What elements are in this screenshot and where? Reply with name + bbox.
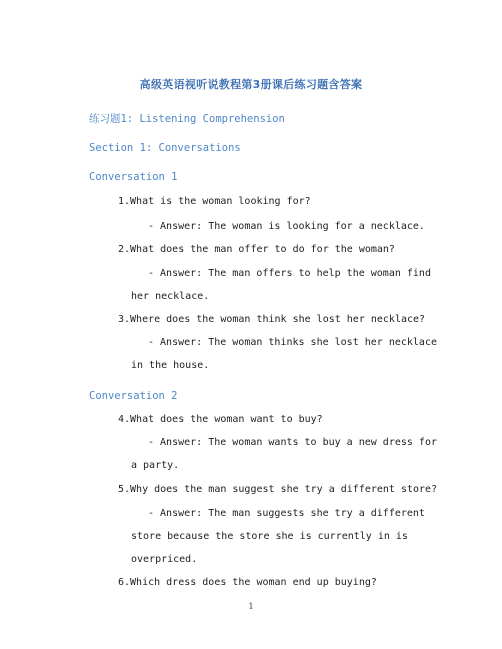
answer-3-line-2: in the house. bbox=[131, 360, 210, 371]
answer-2-line-2: her necklace. bbox=[131, 291, 210, 302]
conversation-2-heading: Conversation 2 bbox=[89, 390, 178, 402]
question-6: 6.Which dress does the woman end up buying? bbox=[118, 577, 377, 588]
answer-2-line-1: - Answer: The man offers to help the woman find bbox=[148, 268, 431, 279]
answer-4-line-2: a party. bbox=[131, 460, 180, 471]
answer-5-line-3: overpriced. bbox=[131, 554, 198, 565]
document-title: 高级英语视听说教程第3册课后练习题含答案 bbox=[139, 78, 363, 91]
answer-4-line-1: - Answer: The woman wants to buy a new dress for bbox=[148, 437, 437, 448]
question-5: 5.Why does the man suggest she try a different store? bbox=[118, 484, 438, 495]
question-2: 2.What does the man offer to do for the woman? bbox=[118, 244, 395, 255]
answer-5-line-2: store because the store she is currently in is bbox=[131, 531, 408, 542]
question-4: 4.What does the woman want to buy? bbox=[118, 414, 323, 425]
section-heading: Section 1: Conversations bbox=[89, 142, 241, 154]
conversation-1-heading: Conversation 1 bbox=[89, 171, 178, 183]
question-3: 3.Where does the woman think she lost her necklace? bbox=[118, 314, 426, 325]
answer-5-line-1: - Answer: The man suggests she try a different bbox=[148, 508, 425, 519]
answer-1-line-1: - Answer: The woman is looking for a necklace. bbox=[148, 221, 425, 232]
page-number: 1 bbox=[248, 602, 254, 611]
exercise-heading: 练习题1: Listening Comprehension bbox=[89, 113, 285, 125]
answer-3-line-1: - Answer: The woman thinks she lost her necklace bbox=[148, 337, 437, 348]
question-1: 1.What is the woman looking for? bbox=[118, 196, 311, 207]
